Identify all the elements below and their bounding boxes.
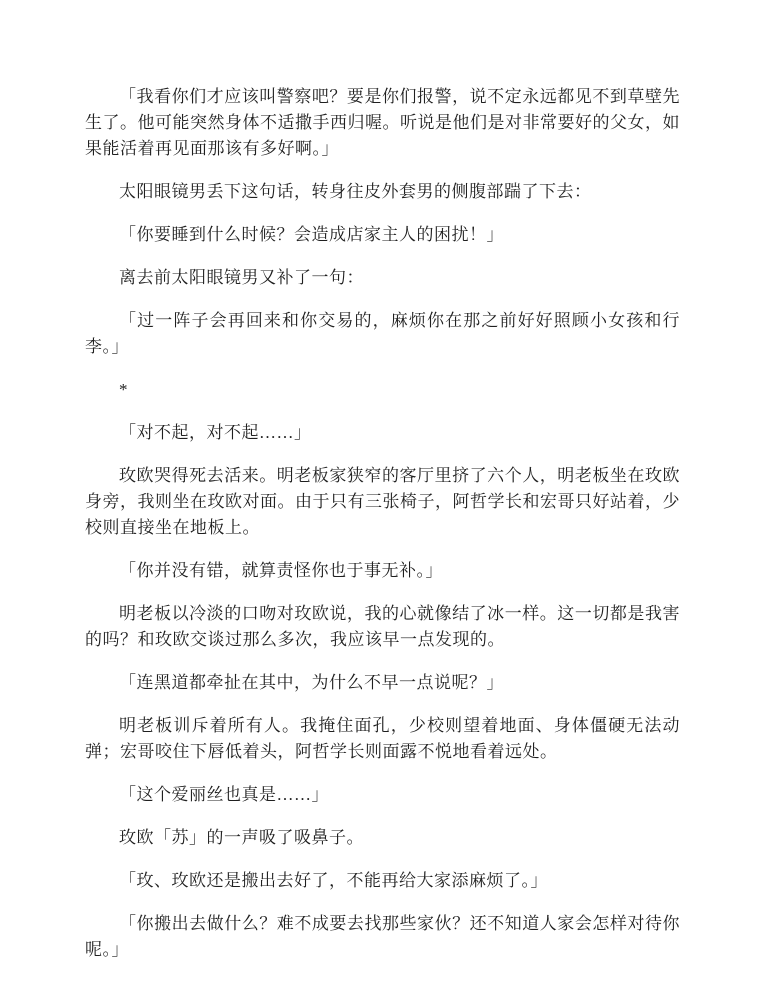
paragraph-dialogue-8: 「玫、玫欧还是搬出去好了，不能再给大家添麻烦了。」 (119, 871, 548, 890)
paragraph-dialogue-7: 「这个爱丽丝也真是……」 (119, 785, 329, 804)
paragraph-dialogue-9: 「你搬出去做什么？难不成要去找那些家伙？还不知道人家会怎样对待你呢。」 (85, 914, 680, 959)
paragraph-dialogue-6: 「连黑道都牵扯在其中，为什么不早一点说呢？」 (119, 673, 504, 692)
section-break-asterisk: * (119, 380, 128, 399)
paragraph-dialogue-4: 「对不起，对不起……」 (119, 423, 312, 442)
paragraph-dialogue-5: 「你并没有错，就算责怪你也于事无补。」 (119, 561, 443, 580)
paragraph-narration-4: 明老板以冷淡的口吻对玫欧说，我的心就像结了冰一样。这一切都是我害的吗？和玫欧交谈过那么多次，我应该早一点发现的。 (85, 604, 680, 649)
paragraph-narration-3: 玫欧哭得死去活来。明老板家狭窄的客厅里挤了六个人，明老板坐在玫欧身旁，我则坐在玫欧对面。由于只有三张椅子，阿哲学长和宏哥只好站着，少校则直接坐在地板上。 (85, 466, 680, 537)
paragraph-dialogue-1: 「我看你们才应该叫警察吧？要是你们报警，说不定永远都见不到草壁先生了。他可能突然身体不适撒手西归喔。听说是他们是对非常要好的父女，如果能活着再见面那该有多好啊。」 (85, 87, 680, 158)
paragraph-narration-2: 离去前太阳眼镜男又补了一句： (119, 268, 364, 287)
paragraph-narration-1: 太阳眼镜男丢下这句话，转身往皮外套男的侧腹部踹了下去： (119, 182, 592, 201)
paragraph-narration-5: 明老板训斥着所有人。我掩住面孔，少校则望着地面、身体僵硬无法动弹；宏哥咬住下唇低着头，阿哲学长则面露不悦地看着远处。 (85, 716, 680, 761)
paragraph-dialogue-2: 「你要睡到什么时候？会造成店家主人的困扰！」 (119, 225, 504, 244)
paragraph-dialogue-3: 「过一阵子会再回来和你交易的，麻烦你在那之前好好照顾小女孩和行李。」 (85, 311, 680, 356)
paragraph-narration-6: 玫欧「苏」的一声吸了吸鼻子。 (119, 828, 364, 847)
